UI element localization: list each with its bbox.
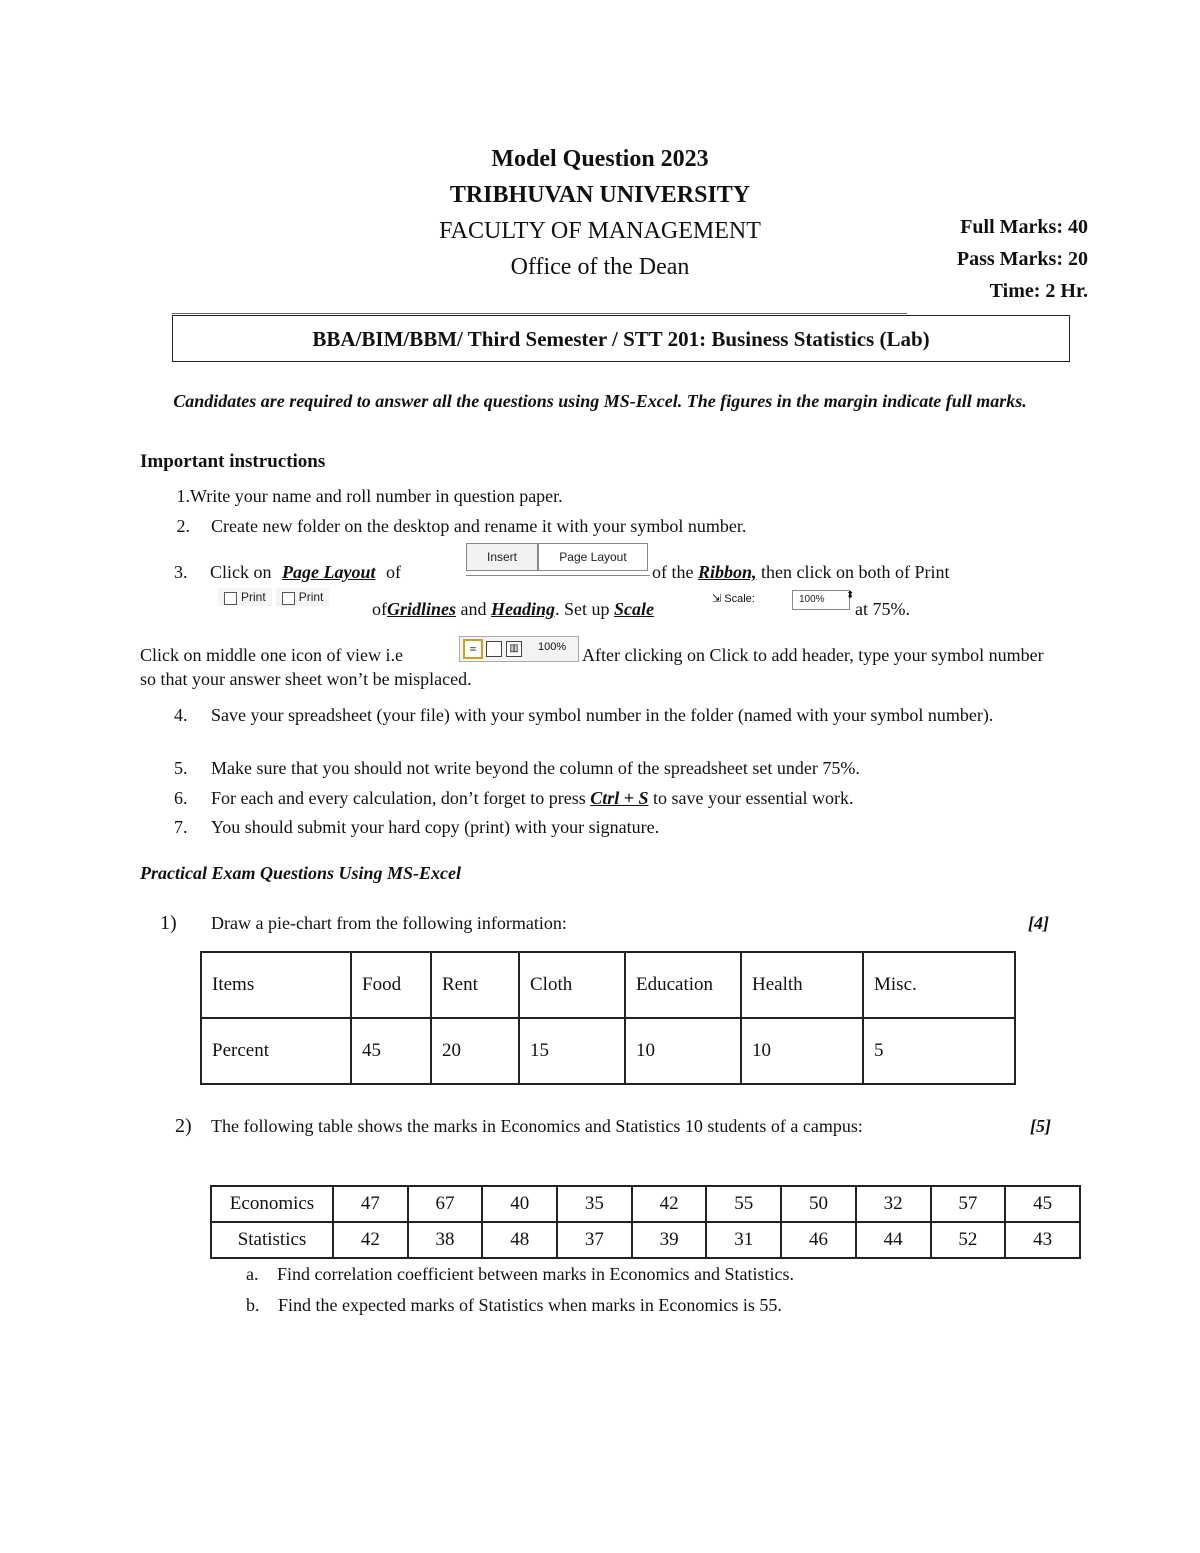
instruction-6 [174,786,1060,810]
table-cell: 67 [408,1186,483,1222]
sub-question-number: b. [246,1295,260,1315]
full-marks: Full Marks: 40 [960,216,1088,238]
exam-title: Model Question 2023 [491,146,709,172]
table-cell: Education [625,952,741,1018]
instruction-number: 7. [174,817,188,837]
instruction-text: Click on [210,562,272,582]
table-cell: Statistics [211,1222,333,1258]
instruction-number: 6. [174,788,188,808]
table-cell: Economics [211,1186,333,1222]
instruction-text: Create new folder on the desktop and rename it with your symbol number. [211,516,747,536]
instruction-text: For each and every calculation, don’t forget to press Ctrl + S to save your essential work. [211,788,854,808]
table-cell: 47 [333,1186,408,1222]
table-cell: 44 [856,1222,931,1258]
instruction-3-line2 [372,597,654,621]
ribbon-tabs-image [466,543,650,576]
view-instruction-rest: After clicking on Click to add header, type your symbol number so that your answer sheet won’t be misplaced. [140,645,1044,689]
checkbox-icon [282,592,295,605]
instruction-text: at 75%. [855,599,910,619]
view-instruction-start: Click on middle one icon of view i.e [140,645,403,665]
table-cell: 32 [856,1186,931,1222]
table-cell: 35 [557,1186,632,1222]
instruction-number: 1. [176,486,190,506]
question-1-marks: [4] [1028,913,1049,933]
table-cell: Misc. [863,952,1015,1018]
scale-label: ⇲ Scale: [712,593,755,605]
scale-value-box: 100% [792,590,850,610]
table-cell: 5 [863,1018,1015,1084]
instruction-5 [174,756,1060,780]
page-layout-tab: Page Layout [538,543,648,571]
instruction-1 [140,484,1060,508]
practical-heading: Practical Exam Questions Using MS-Excel [140,863,462,883]
print-checkboxes-image [218,588,373,614]
table-cell: 48 [482,1222,557,1258]
heading-emphasis: Heading [491,599,556,619]
table-cell: Percent [201,1018,351,1084]
print-label: Print [298,590,324,605]
table-cell: 43 [1005,1222,1080,1258]
sub-question-a [246,1262,794,1286]
ctrl-s-emphasis: Ctrl + S [590,788,649,808]
table-cell: 55 [706,1186,781,1222]
table-cell: 45 [1005,1186,1080,1222]
checkbox-icon [224,592,237,605]
marks-table [210,1185,1081,1259]
page-layout-emphasis: Page Layout [282,562,376,582]
table-cell: 10 [741,1018,863,1084]
table-row [201,952,1015,1018]
instruction-text: of the [652,562,694,582]
table-row [211,1222,1080,1258]
pie-data-table [200,951,1016,1085]
table-cell: 38 [408,1222,483,1258]
print-heading-checkbox [276,588,330,606]
question-1-number: 1) [160,912,177,934]
instruction-text: . Set up [555,599,610,619]
table-cell: 57 [931,1186,1006,1222]
sub-question-number: a. [246,1264,259,1284]
instruction-text: Write your name and roll number in question paper. [190,486,563,506]
instruction-number: 5. [174,758,188,778]
table-cell: 50 [781,1186,856,1222]
question-1-text: Draw a pie-chart from the following information: [211,913,567,933]
instruction-7 [174,815,1060,839]
scale-control-image [710,588,855,614]
table-row [201,1018,1015,1084]
candidate-note: Candidates are required to answer all the questions using MS-Excel. The figures in the margin indicate full marks. [173,391,1027,411]
university-name: TRIBHUVAN UNIVERSITY [449,182,751,208]
instructions-heading: Important instructions [140,451,326,472]
faculty-name: FACULTY OF MANAGEMENT [439,218,761,244]
instruction-4 [174,703,1060,727]
instruction-text: then click on both of Print [761,562,950,582]
table-cell: Food [351,952,431,1018]
zoom-level: 100% [538,641,567,653]
office-name: Office of the Dean [510,254,690,280]
instruction-number: 3. [174,562,188,582]
table-cell: Cloth [519,952,625,1018]
ribbon-emphasis: Ribbon, [697,562,757,582]
table-cell: 46 [781,1222,856,1258]
table-cell: 42 [632,1186,707,1222]
table-cell: Health [741,952,863,1018]
table-cell: 10 [625,1018,741,1084]
instruction-3-continued [652,560,1060,584]
table-cell: 15 [519,1018,625,1084]
instruction-text: Make sure that you should not write beyond the column of the spreadsheet set under 75%. [211,758,860,778]
print-label: Print [241,590,266,605]
spinner-icon: ⬍ [846,590,855,601]
table-cell: 20 [431,1018,519,1084]
table-cell: 52 [931,1222,1006,1258]
time-allowed: Time: 2 Hr. [989,280,1088,302]
instruction-number: 2. [176,516,190,536]
instruction-text: You should submit your hard copy (print) with your signature. [211,817,660,837]
pass-marks: Pass Marks: 20 [956,248,1088,270]
instruction-number: 4. [174,705,188,725]
instruction-2 [140,514,1060,538]
instruction-text: Save your spreadsheet (your file) with your symbol number in the folder (named with your symbol number). [211,705,994,725]
gridlines-emphasis: Gridlines [387,599,457,619]
instruction-text: of [372,599,387,619]
table-row [211,1186,1080,1222]
page-break-view-icon: ▥ [506,641,522,657]
table-cell: 40 [482,1186,557,1222]
course-title-box: BBA/BIM/BBM/ Third Semester / STT 201: Business Statistics (Lab) [172,315,1070,362]
header-rule [172,313,907,314]
print-gridlines-checkbox [218,588,272,606]
table-cell: 39 [632,1222,707,1258]
sub-question-text: Find the expected marks of Statistics when marks in Economics is 55. [278,1295,782,1315]
scale-emphasis: Scale [614,599,655,619]
sub-question-b [246,1293,782,1317]
insert-tab: Insert [466,543,538,571]
question-2-text: The following table shows the marks in Economics and Statistics 10 students of a campus: [211,1116,863,1136]
sub-question-text: Find correlation coefficient between marks in Economics and Statistics. [277,1264,795,1284]
question-2-number: 2) [175,1115,192,1137]
table-cell: 37 [557,1222,632,1258]
normal-view-icon: ≡ [463,639,483,659]
table-cell: Items [201,952,351,1018]
table-cell: 45 [351,1018,431,1084]
question-2-marks: [5] [1030,1116,1051,1136]
table-cell: 31 [706,1222,781,1258]
instruction-text: of [385,562,401,582]
instruction-text: and [460,599,487,619]
table-cell: 42 [333,1222,408,1258]
table-cell: Rent [431,952,519,1018]
